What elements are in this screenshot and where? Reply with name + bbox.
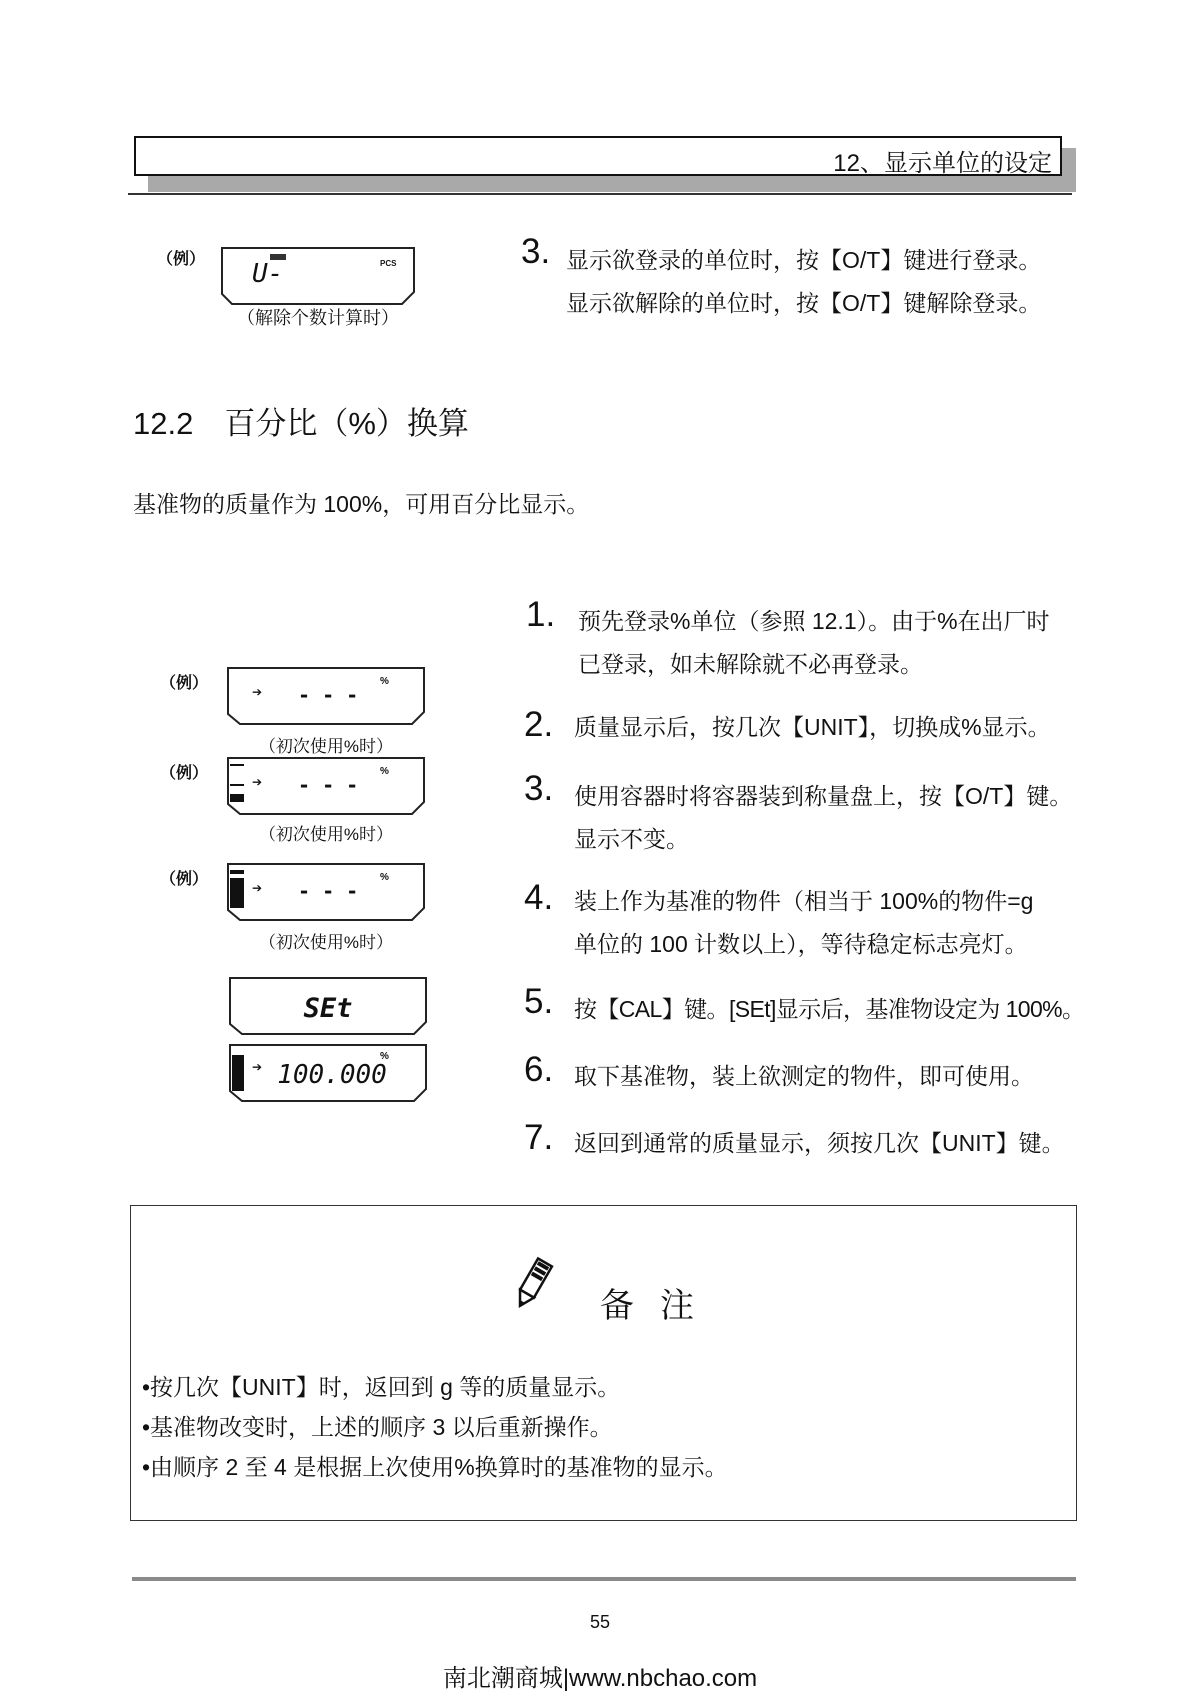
section-title: 12.2 百分比（%）换算 <box>133 406 469 441</box>
note-item: •基准物改变时，上述的顺序 3 以后重新操作。 <box>142 1414 613 1440</box>
step-text: 预先登录%单位（参照 12.1）。由于%在出厂时 <box>578 608 1050 634</box>
lcd-text: SEt <box>303 993 353 1024</box>
step-number: 7. <box>524 1118 554 1157</box>
step-number: 3. <box>524 769 554 808</box>
lcd-bar <box>230 870 244 874</box>
lcd-display <box>226 666 428 728</box>
example-caption: （初次使用%时） <box>258 737 394 756</box>
example-caption: （初次使用%时） <box>258 825 394 844</box>
lcd-unit: % <box>380 676 389 687</box>
note-title: 备注 <box>600 1287 720 1325</box>
lcd-bar <box>230 794 244 802</box>
example-label: （例） <box>157 251 206 268</box>
step-number: 1. <box>526 595 556 634</box>
note-item: •由顺序 2 至 4 是根据上次使用%换算时的基准物的显示。 <box>142 1454 728 1480</box>
step-text: 已登录，如未解除就不必再登录。 <box>578 651 923 677</box>
pencil-icon <box>506 1255 558 1315</box>
section-intro: 基准物的质量作为 100%，可用百分比显示。 <box>133 491 590 517</box>
lcd-bar <box>230 764 244 766</box>
step-text: 质量显示后，按几次【UNIT】，切换成%显示。 <box>574 714 1051 740</box>
step-number: 4. <box>524 878 554 917</box>
step-text: 使用容器时将容器装到称量盘上，按【O/T】键。 <box>574 783 1073 809</box>
step-text: 按【CAL】键。[SEt]显示后，基准物设定为 100%。 <box>574 996 1085 1022</box>
header-rule <box>128 193 1072 195</box>
example-label: （例） <box>160 871 209 888</box>
step-number: 6. <box>524 1050 554 1089</box>
lcd-text: 100.000 <box>277 1060 387 1090</box>
example-caption: （初次使用%时） <box>258 933 394 952</box>
header-box <box>134 136 1062 176</box>
step-number: 2. <box>524 705 554 744</box>
lcd-display <box>226 756 428 818</box>
lcd-unit: % <box>380 766 389 777</box>
lcd-text: - - - <box>298 879 359 903</box>
step-number: 5. <box>524 982 554 1021</box>
lcd-bar <box>230 878 244 908</box>
step-text: 返回到通常的质量显示，须按几次【UNIT】键。 <box>574 1130 1065 1156</box>
lcd-arrow-icon: ➔ <box>252 1060 263 1074</box>
step-text: 单位的 100 计数以上），等待稳定标志亮灯。 <box>574 931 1028 957</box>
top-caption: （解除个数计算时） <box>237 308 399 329</box>
note-item: •按几次【UNIT】时，返回到 g 等的质量显示。 <box>142 1374 621 1400</box>
chapter-title: 12、显示单位的设定 <box>833 150 1052 177</box>
lcd-text: - - - <box>298 683 359 707</box>
lcd-display <box>218 246 418 308</box>
top-step-line-1: 显示欲登录的单位时，按【O/T】键进行登录。 <box>566 247 1042 273</box>
lcd-text: - - - <box>298 773 359 797</box>
example-label: （例） <box>160 765 209 782</box>
lcd-unit: % <box>380 872 389 883</box>
lcd-value-display <box>228 1043 428 1105</box>
step-text: 显示不变。 <box>574 826 689 852</box>
lcd-bar <box>230 784 244 786</box>
page-number: 55 <box>589 1612 611 1632</box>
footer-rule <box>132 1577 1076 1581</box>
lcd-unit: % <box>380 1051 389 1062</box>
lcd-arrow-icon: ➔ <box>252 685 263 699</box>
top-step-number: 3. <box>521 232 551 271</box>
lcd-arrow-icon: ➔ <box>252 881 263 895</box>
lcd-display <box>226 862 428 924</box>
example-label: （例） <box>160 675 209 692</box>
lcd-text: U- <box>252 259 284 289</box>
step-text: 装上作为基准的物件（相当于 100%的物件=g <box>574 888 1034 914</box>
footer-site-link[interactable]: 南北潮商城|www.nbchao.com <box>442 1665 758 1692</box>
lcd-bar <box>232 1055 244 1091</box>
top-step-line-2: 显示欲解除的单位时，按【O/T】键解除登录。 <box>566 290 1042 316</box>
lcd-set-display <box>228 976 428 1038</box>
step-text: 取下基准物，装上欲测定的物件，即可使用。 <box>574 1063 1034 1089</box>
lcd-arrow-icon: ➔ <box>252 775 263 789</box>
lcd-unit: PCS <box>380 259 397 268</box>
